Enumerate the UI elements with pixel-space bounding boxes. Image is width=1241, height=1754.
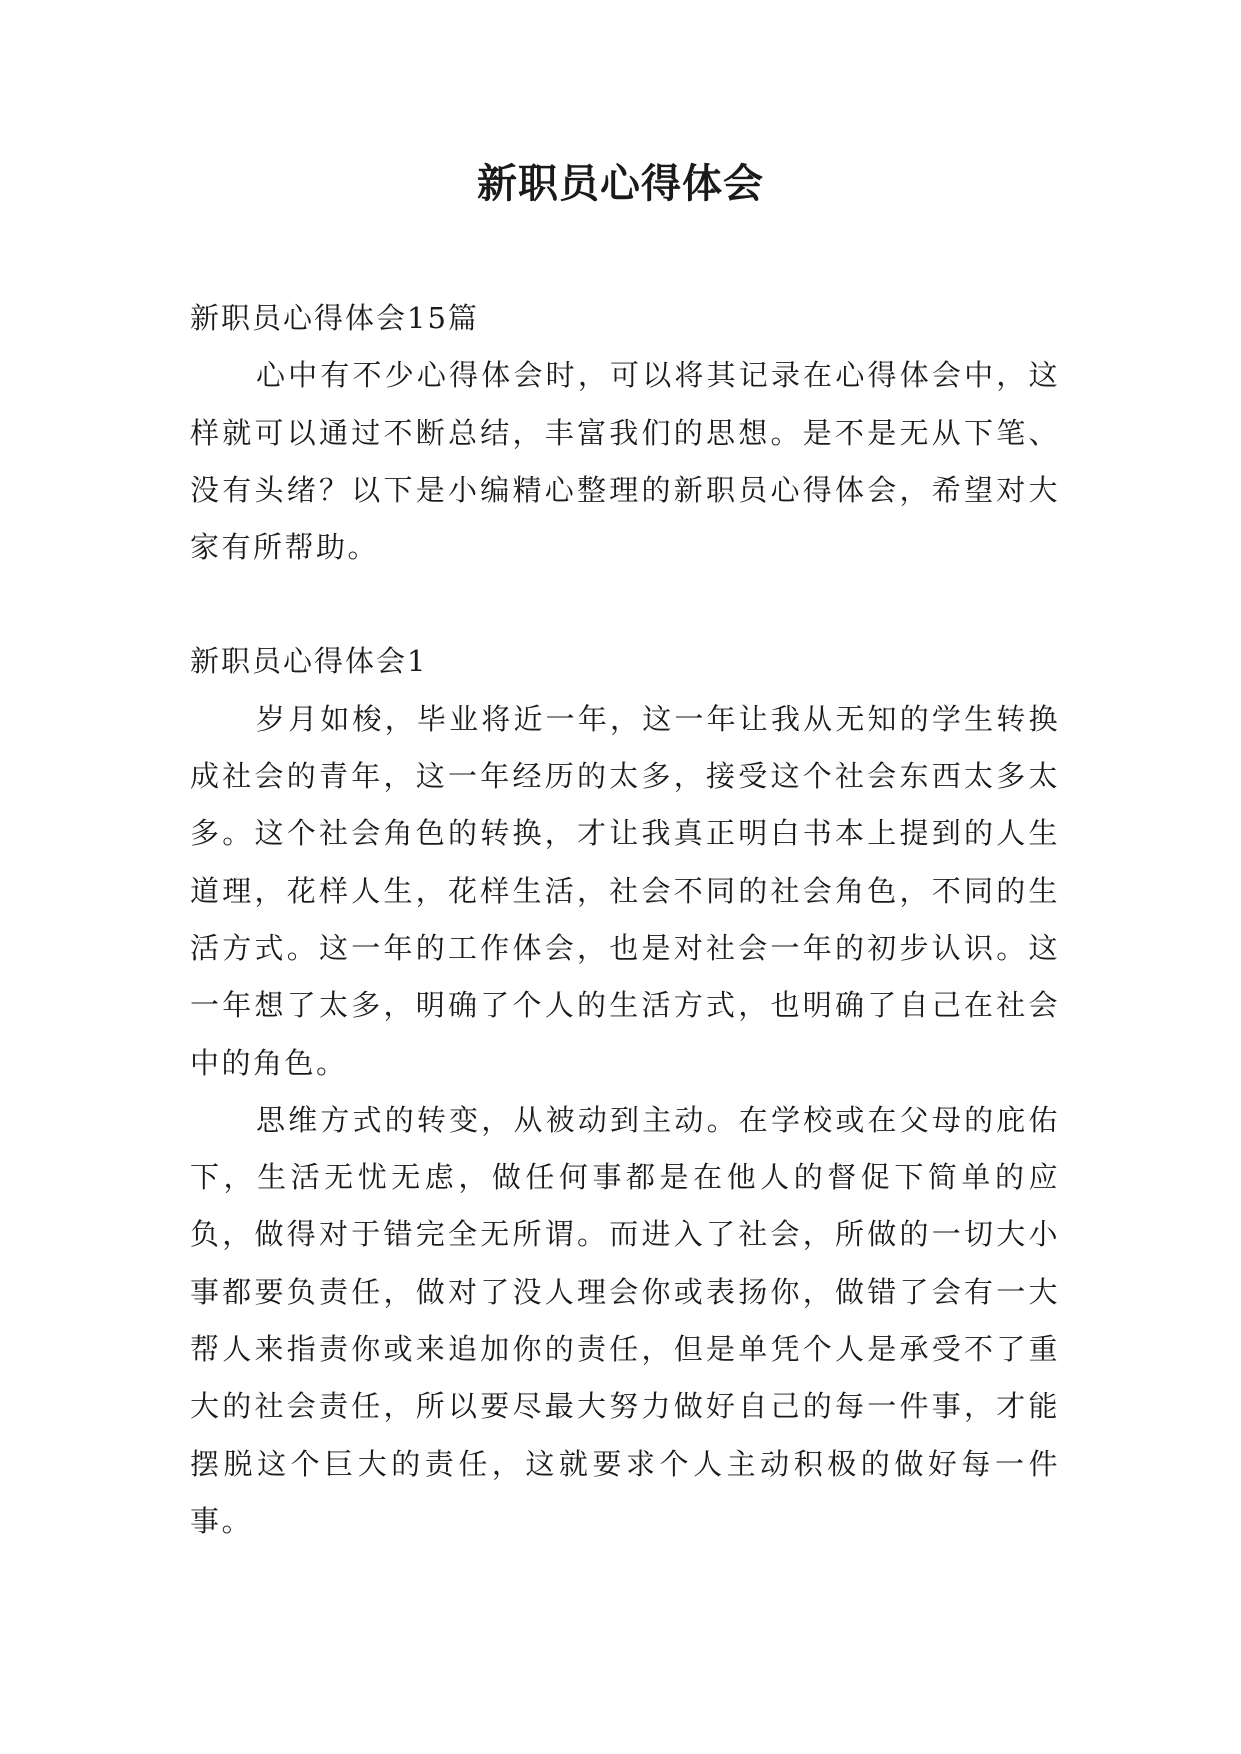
section-heading-1: 新职员心得体会1 — [190, 644, 428, 679]
intro-paragraph: 心中有不少心得体会时，可以将其记录在心得体会中，这样就可以通过不断总结，丰富我们的思想。是不是无从下笔、没有头绪？以下是小编精心整理的新职员心得体会，希望对大家有所帮助。 — [190, 358, 1060, 565]
document-title: 新职员心得体会 — [477, 160, 764, 207]
section-1-paragraph-1: 岁月如梭，毕业将近一年，这一年让我从无知的学生转换成社会的青年，这一年经历的太多，接受这个社会东西太多太多。这个社会角色的转换，才让我真正明白书本上提到的人生道理，花样人生，花样生活，社会不同的社会角色，不同的生活方式。这一年的工作体会，也是对社会一年的初步认识。这一年想了太多，明确了个人的生活方式，也明确了自己在社会中的角色。 — [190, 701, 1060, 1080]
document-body — [190, 290, 1060, 1550]
intro-heading: 新职员心得体会15篇 — [190, 301, 479, 335]
section-1-paragraph-2: 思维方式的转变，从被动到主动。在学校或在父母的庇佑下，生活无忧无虑，做任何事都是在他人的督促下简单的应负，做得对于错完全无所谓。而进入了社会，所做的一切大小事都要负责任，做对了没人理会你或表扬你，做错了会有一大帮人来指责你或来追加你的责任，但是单凭个人是承受不了重大的社会责任，所以要尽最大努力做好自己的每一件事，才能摆脱这个巨大的责任，这就要求个人主动积极的做好每一件事。 — [190, 1102, 1060, 1538]
section-spacer — [190, 576, 1060, 633]
